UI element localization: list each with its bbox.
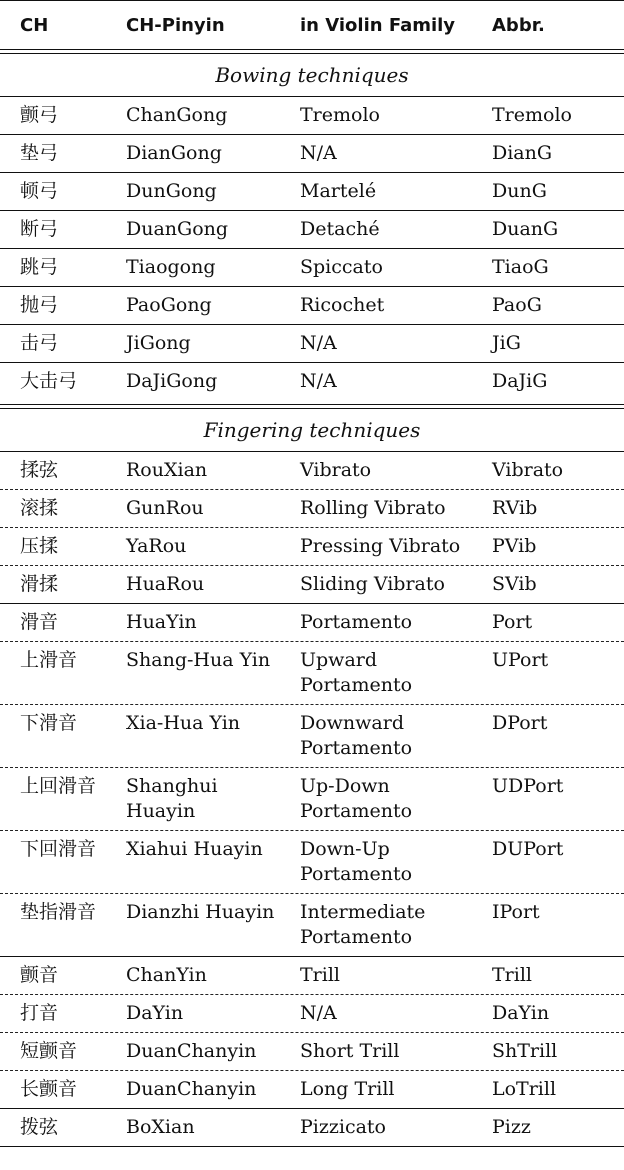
cell-ch: 下滑音 bbox=[20, 712, 78, 734]
cell-violin: Spiccato bbox=[300, 256, 383, 278]
section-title-fingering: Fingering techniques bbox=[203, 418, 421, 442]
cell-pinyin: ChanYin bbox=[126, 964, 207, 986]
cell-violin: Trill bbox=[300, 964, 340, 986]
table-row bbox=[0, 768, 624, 830]
cell-abbr: Tremolo bbox=[492, 104, 572, 126]
cell-abbr: DUPort bbox=[492, 838, 564, 860]
cell-ch: 击弓 bbox=[20, 332, 59, 354]
header-abbr: Abbr. bbox=[492, 15, 545, 36]
cell-abbr: Trill bbox=[492, 964, 532, 986]
cell-violin: N/A bbox=[300, 370, 337, 392]
table-row bbox=[0, 173, 624, 210]
cell-pinyin: DuanChanyin bbox=[126, 1040, 257, 1062]
cell-abbr: JiG bbox=[492, 332, 521, 354]
cell-violin: Martelé bbox=[300, 180, 377, 202]
cell-ch: 滑揉 bbox=[20, 573, 59, 595]
cell-ch: 上回滑音 bbox=[20, 775, 97, 797]
cell-abbr: DianG bbox=[492, 142, 553, 164]
cell-abbr: UPort bbox=[492, 649, 549, 671]
cell-violin: N/A bbox=[300, 332, 337, 354]
cell-violin: Downward Portamento bbox=[300, 712, 413, 759]
table-row bbox=[0, 363, 624, 400]
table-row bbox=[0, 528, 624, 565]
cell-abbr: DunG bbox=[492, 180, 547, 202]
table-row bbox=[0, 1033, 624, 1070]
section-title-bowing: Bowing techniques bbox=[215, 63, 409, 87]
cell-pinyin: Shang-Hua Yin bbox=[126, 649, 271, 671]
cell-abbr: TiaoG bbox=[492, 256, 549, 278]
cell-violin: Pizzicato bbox=[300, 1116, 387, 1138]
cell-ch: 垫指滑音 bbox=[20, 901, 97, 923]
cell-ch: 颤弓 bbox=[20, 104, 59, 126]
table-row bbox=[0, 211, 624, 248]
table-row bbox=[0, 1109, 624, 1146]
cell-violin: Ricochet bbox=[300, 294, 385, 316]
fingering-rows bbox=[0, 452, 624, 1146]
cell-pinyin: Tiaogong bbox=[126, 256, 216, 278]
cell-violin: Sliding Vibrato bbox=[300, 573, 445, 595]
cell-abbr: DaYin bbox=[492, 1002, 550, 1024]
cell-pinyin: YaRou bbox=[126, 535, 187, 557]
cell-ch: 下回滑音 bbox=[20, 838, 97, 860]
cell-pinyin: DaJiGong bbox=[126, 370, 218, 392]
cell-violin: Short Trill bbox=[300, 1040, 400, 1062]
table-row bbox=[0, 705, 624, 767]
cell-violin: Intermediate Portamento bbox=[300, 901, 426, 948]
header-pinyin: CH-Pinyin bbox=[126, 15, 225, 36]
cell-pinyin: DianGong bbox=[126, 142, 222, 164]
header-violin: in Violin Family bbox=[300, 15, 456, 36]
table-row bbox=[0, 452, 624, 489]
cell-ch: 断弓 bbox=[20, 218, 59, 240]
cell-abbr: DaJiG bbox=[492, 370, 548, 392]
cell-violin: Rolling Vibrato bbox=[300, 497, 446, 519]
cell-pinyin: Dianzhi Huayin bbox=[126, 901, 275, 923]
cell-ch: 长颤音 bbox=[20, 1078, 78, 1100]
table-row bbox=[0, 97, 624, 134]
cell-pinyin: Xiahui Huayin bbox=[126, 838, 263, 860]
cell-pinyin: DaYin bbox=[126, 1002, 184, 1024]
cell-abbr: Pizz bbox=[492, 1116, 531, 1138]
cell-ch: 抛弓 bbox=[20, 294, 59, 316]
cell-abbr: SVib bbox=[492, 573, 537, 595]
table-row bbox=[0, 831, 624, 893]
table-row bbox=[0, 566, 624, 603]
cell-ch: 拨弦 bbox=[20, 1116, 59, 1138]
cell-pinyin: PaoGong bbox=[126, 294, 212, 316]
cell-violin: Detaché bbox=[300, 218, 380, 240]
table-row bbox=[0, 249, 624, 286]
cell-ch: 滚揉 bbox=[20, 497, 59, 519]
cell-violin: Long Trill bbox=[300, 1078, 395, 1100]
cell-ch: 垫弓 bbox=[20, 142, 59, 164]
cell-pinyin: DuanGong bbox=[126, 218, 229, 240]
cell-pinyin: JiGong bbox=[126, 332, 191, 354]
cell-abbr: PVib bbox=[492, 535, 537, 557]
cell-violin: N/A bbox=[300, 142, 337, 164]
cell-violin: Upward Portamento bbox=[300, 649, 413, 696]
cell-pinyin: HuaRou bbox=[126, 573, 205, 595]
cell-violin: Vibrato bbox=[300, 459, 372, 481]
cell-abbr: PaoG bbox=[492, 294, 542, 316]
cell-abbr: IPort bbox=[492, 901, 540, 923]
cell-ch: 跳弓 bbox=[20, 256, 59, 278]
table-row bbox=[0, 287, 624, 324]
cell-abbr: RVib bbox=[492, 497, 538, 519]
cell-ch: 顿弓 bbox=[20, 180, 59, 202]
table-row bbox=[0, 894, 624, 956]
table-row bbox=[0, 490, 624, 527]
bottom-rule bbox=[0, 1146, 624, 1147]
cell-pinyin: BoXian bbox=[126, 1116, 195, 1138]
cell-ch: 短颤音 bbox=[20, 1040, 78, 1062]
cell-violin: Pressing Vibrato bbox=[300, 535, 461, 557]
cell-ch: 压揉 bbox=[20, 535, 59, 557]
cell-pinyin: HuaYin bbox=[126, 611, 197, 633]
cell-pinyin: DuanChanyin bbox=[126, 1078, 257, 1100]
table-row bbox=[0, 995, 624, 1032]
header-row bbox=[0, 1, 624, 41]
cell-pinyin: ChanGong bbox=[126, 104, 228, 126]
table-row bbox=[0, 1071, 624, 1108]
cell-abbr: DuanG bbox=[492, 218, 559, 240]
cell-ch: 大击弓 bbox=[20, 370, 78, 392]
cell-abbr: Vibrato bbox=[492, 459, 564, 481]
cell-abbr: ShTrill bbox=[492, 1040, 558, 1062]
table-row bbox=[0, 135, 624, 172]
cell-abbr: LoTrill bbox=[492, 1078, 557, 1100]
bowing-rows bbox=[0, 97, 624, 400]
cell-pinyin: Shanghui Huayin bbox=[126, 775, 218, 822]
cell-pinyin: GunRou bbox=[126, 497, 204, 519]
cell-ch: 滑音 bbox=[20, 611, 59, 633]
cell-pinyin: Xia-Hua Yin bbox=[126, 712, 241, 734]
cell-violin: N/A bbox=[300, 1002, 337, 1024]
cell-abbr: UDPort bbox=[492, 775, 564, 797]
cell-ch: 揉弦 bbox=[20, 459, 59, 481]
cell-ch: 打音 bbox=[20, 1002, 59, 1024]
table-row bbox=[0, 604, 624, 641]
table-row bbox=[0, 325, 624, 362]
cell-abbr: DPort bbox=[492, 712, 548, 734]
cell-violin: Tremolo bbox=[300, 104, 380, 126]
cell-ch: 上滑音 bbox=[20, 649, 78, 671]
cell-pinyin: DunGong bbox=[126, 180, 217, 202]
cell-violin: Down-Up Portamento bbox=[300, 838, 413, 885]
cell-pinyin: RouXian bbox=[126, 459, 208, 481]
cell-violin: Portamento bbox=[300, 611, 413, 633]
cell-ch: 颤音 bbox=[20, 964, 59, 986]
cell-violin: Up-Down Portamento bbox=[300, 775, 413, 822]
table-row bbox=[0, 642, 624, 704]
table-row bbox=[0, 957, 624, 994]
cell-abbr: Port bbox=[492, 611, 533, 633]
header-ch: CH bbox=[20, 15, 49, 36]
